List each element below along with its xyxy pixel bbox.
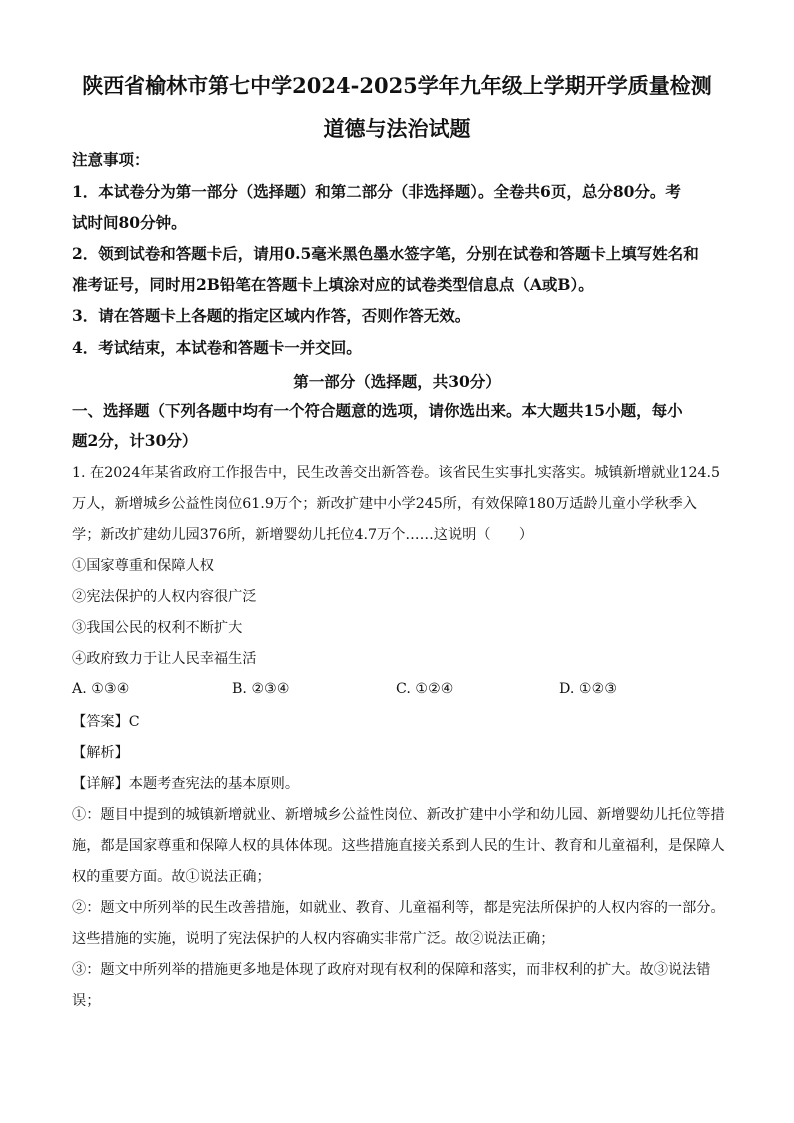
question-stem-line: 1. 在2024年某省政府工作报告中，民生改善交出新答卷。该省民生实事扎实落实。城镇新增就业124.5	[72, 465, 721, 481]
detail-line: 【详解】本题考查宪法的基本原则。	[72, 776, 300, 792]
document-title: 陕西省榆林市第七中学2024-2025学年九年级上学期开学质量检测	[82, 73, 712, 98]
answer-value: C	[128, 714, 140, 730]
detail-line: 施，都是国家尊重和保障人权的具体体现。这些措施直接关系到人民的生计、教育和儿童福利，是保障人	[72, 838, 725, 854]
detail-line: ①：题目中提到的城镇新增就业、新增城乡公益性岗位、新改扩建中小学和幼儿园、新增婴幼儿托位等措	[72, 807, 725, 823]
detail-line: 误；	[72, 993, 101, 1009]
option-b: B. ②③④	[232, 681, 290, 697]
instruction-line: 题2分，计30分）	[72, 431, 198, 450]
question-stem-line: 万人，新增城乡公益性岗位61.9万个；新改扩建中小学245所，有效保障180万适龄儿童小学秋季入	[72, 496, 697, 512]
note-line: 1．本试卷分为第一部分（选择题）和第二部分（非选择题）。全卷共6页，总分80分。考	[72, 182, 681, 201]
option-d: D. ①②③	[559, 681, 618, 697]
detail-line: 这些措施的实施，说明了宪法保护的人权内容确实非常广泛。故②说法正确；	[72, 931, 555, 947]
option-a: A. ①③④	[72, 681, 130, 697]
statement-item: ②宪法保护的人权内容很广泛	[72, 589, 257, 605]
document-subtitle: 道德与法治试题	[323, 116, 471, 141]
note-line: 试时间80分钟。	[72, 213, 187, 232]
statement-item: ①国家尊重和保障人权	[72, 558, 214, 574]
answer-line	[72, 712, 732, 732]
note-line: 3．请在答题卡上各题的指定区域内作答，否则作答无效。	[72, 306, 471, 325]
notes-heading: 注意事项：	[72, 150, 150, 169]
section-title: 第一部分（选择题，共30分）	[293, 372, 501, 391]
instruction-line: 一、选择题（下列各题中均有一个符合题意的选项，请你选出来。本大题共15小题，每小	[72, 401, 683, 420]
note-line: 2．领到试卷和答题卡后，请用0.5毫米黑色墨水签字笔，分别在试卷和答题卡上填写姓名和	[72, 244, 699, 263]
option-c: C. ①②④	[396, 681, 454, 697]
analysis-label: 【解析】	[72, 745, 129, 761]
detail-line: 权的重要方面。故①说法正确；	[72, 869, 271, 885]
note-line: 4．考试结束，本试卷和答题卡一并交回。	[72, 338, 362, 357]
detail-line: ②：题文中所列举的民生改善措施，如就业、教育、儿童福利等，都是宪法所保护的人权内容的一部分。	[72, 900, 725, 916]
note-line: 准考证号，同时用2B铅笔在答题卡上填涂对应的试卷类型信息点（A或B）。	[72, 275, 594, 294]
question-stem-line: 学；新改扩建幼儿园376所，新增婴幼儿托位4.7万个……这说明（ ）	[72, 527, 534, 543]
statement-item: ④政府致力于让人民幸福生活	[72, 651, 257, 667]
detail-line: ③：题文中所列举的措施更多地是体现了政府对现有权利的保障和落实，而非权利的扩大。故③说法错	[72, 962, 711, 978]
answer-options	[72, 681, 732, 701]
statement-item: ③我国公民的权利不断扩大	[72, 620, 243, 636]
answer-label: 【答案】	[72, 714, 129, 730]
